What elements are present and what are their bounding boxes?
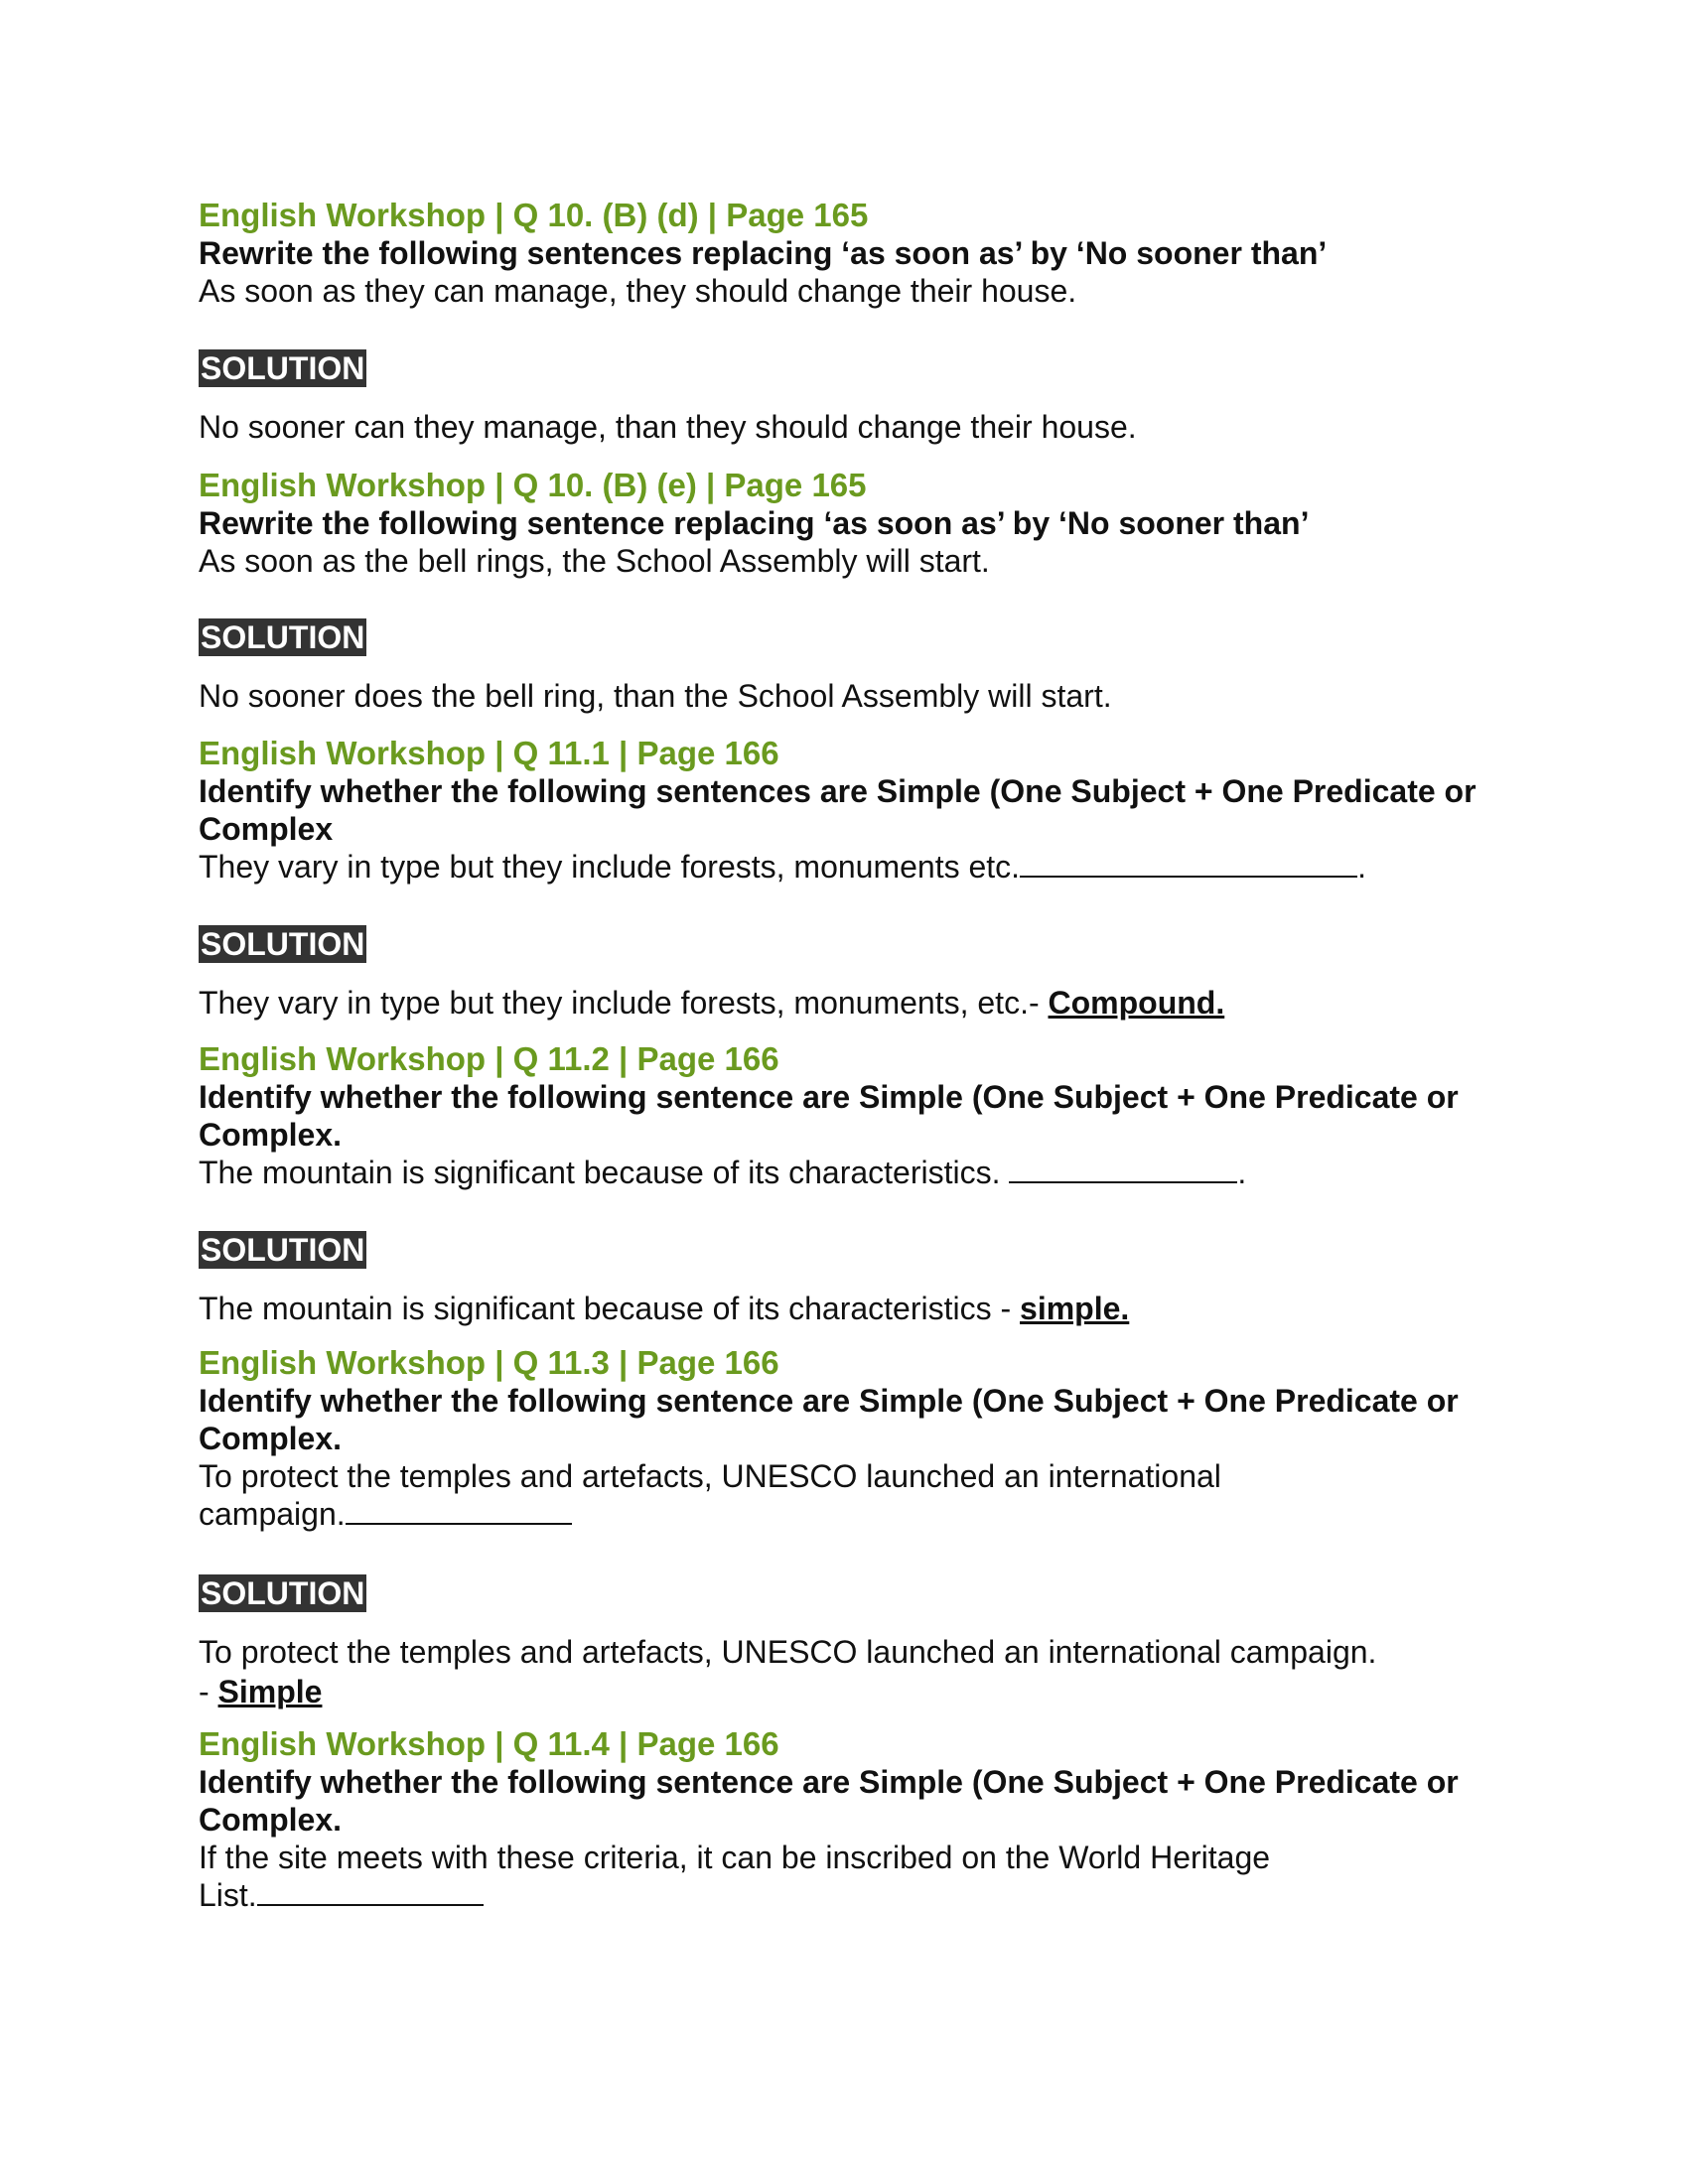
question-heading: English Workshop | Q 11.3 | Page 166	[199, 1344, 779, 1381]
solution-answer	[199, 1289, 1519, 1328]
sentence-line	[199, 1876, 1519, 1914]
answer-text: The mountain is significant because of its characteristics -	[199, 1291, 1021, 1326]
question-sentence: As soon as they can manage, they should change their house.	[199, 273, 1077, 309]
sentence-text: They vary in type but they include forests, monuments etc.	[199, 849, 1021, 885]
answer-blank	[1020, 850, 1357, 878]
sentence-end: .	[1237, 1155, 1247, 1190]
question-instruction: Identify whether the following sentences are Simple (One Subject + One Predicate or Complex	[199, 773, 1477, 847]
answer-text: They vary in type but they include forests, monuments, etc.-	[199, 985, 1049, 1021]
solution-label: SOLUTION	[201, 1575, 365, 1611]
solution-label: SOLUTION	[201, 619, 365, 655]
sentence-line: To protect the temples and artefacts, UNESCO launched an international	[199, 1458, 1221, 1494]
question-block-q11-3	[199, 1344, 1519, 1533]
sentence-text: campaign.	[199, 1496, 346, 1532]
question-sentence: As soon as the bell rings, the School Assembly will start.	[199, 543, 990, 579]
answer-blank	[1009, 1156, 1237, 1183]
question-instruction: Identify whether the following sentence are Simple (One Subject + One Predicate or Complex.	[199, 1079, 1459, 1153]
answer-text: To protect the temples and artefacts, UNESCO launched an international campaign.	[199, 1634, 1377, 1670]
question-instruction: Rewrite the following sentence replacing ‘as soon as’ by ‘No sooner than’	[199, 505, 1310, 541]
answer-prefix: -	[199, 1674, 218, 1709]
answer-blank	[346, 1497, 572, 1525]
question-instruction: Identify whether the following sentence are Simple (One Subject + One Predicate or Complex.	[199, 1383, 1459, 1456]
question-heading: English Workshop | Q 10. (B) (e) | Page 165	[199, 467, 867, 503]
solution-label: SOLUTION	[201, 350, 365, 386]
question-sentence	[199, 1839, 1519, 1914]
question-instruction: Identify whether the following sentence are Simple (One Subject + One Predicate or Complex.	[199, 1764, 1459, 1838]
question-heading: English Workshop | Q 11.2 | Page 166	[199, 1040, 779, 1077]
question-block-q10-b-d	[199, 197, 1519, 310]
question-heading: English Workshop | Q 11.4 | Page 166	[199, 1725, 779, 1762]
question-instruction: Rewrite the following sentences replacing ‘as soon as’ by ‘No sooner than’	[199, 235, 1328, 271]
answer-key: Compound.	[1048, 985, 1225, 1021]
solution-label: SOLUTION	[201, 1232, 365, 1268]
question-sentence	[199, 1154, 1519, 1191]
sentence-text: List.	[199, 1877, 257, 1913]
sentence-text: The mountain is significant because of its characteristics.	[199, 1155, 1010, 1190]
question-block-q11-2	[199, 1040, 1519, 1191]
sentence-line: If the site meets with these criteria, it can be inscribed on the World Heritage	[199, 1840, 1271, 1875]
solution-answer	[199, 1632, 1519, 1711]
question-heading: English Workshop | Q 11.1 | Page 166	[199, 735, 779, 771]
solution-answer: No sooner can they manage, than they should change their house.	[199, 409, 1137, 445]
question-heading: English Workshop | Q 10. (B) (d) | Page 165	[199, 197, 869, 233]
answer-key: simple.	[1020, 1291, 1130, 1326]
question-block-q11-1	[199, 735, 1519, 886]
question-sentence	[199, 848, 1519, 886]
solution-answer: No sooner does the bell ring, than the School Assembly will start.	[199, 678, 1112, 714]
solution-label: SOLUTION	[201, 926, 365, 962]
answer-key: Simple	[217, 1674, 323, 1709]
answer-blank	[257, 1878, 484, 1906]
sentence-end: .	[1357, 849, 1366, 885]
solution-answer	[199, 983, 1519, 1023]
question-sentence	[199, 1457, 1519, 1533]
question-block-q10-b-e	[199, 467, 1519, 580]
answer-line	[199, 1672, 1519, 1711]
question-block-q11-4	[199, 1725, 1519, 1914]
sentence-line	[199, 1495, 1519, 1533]
